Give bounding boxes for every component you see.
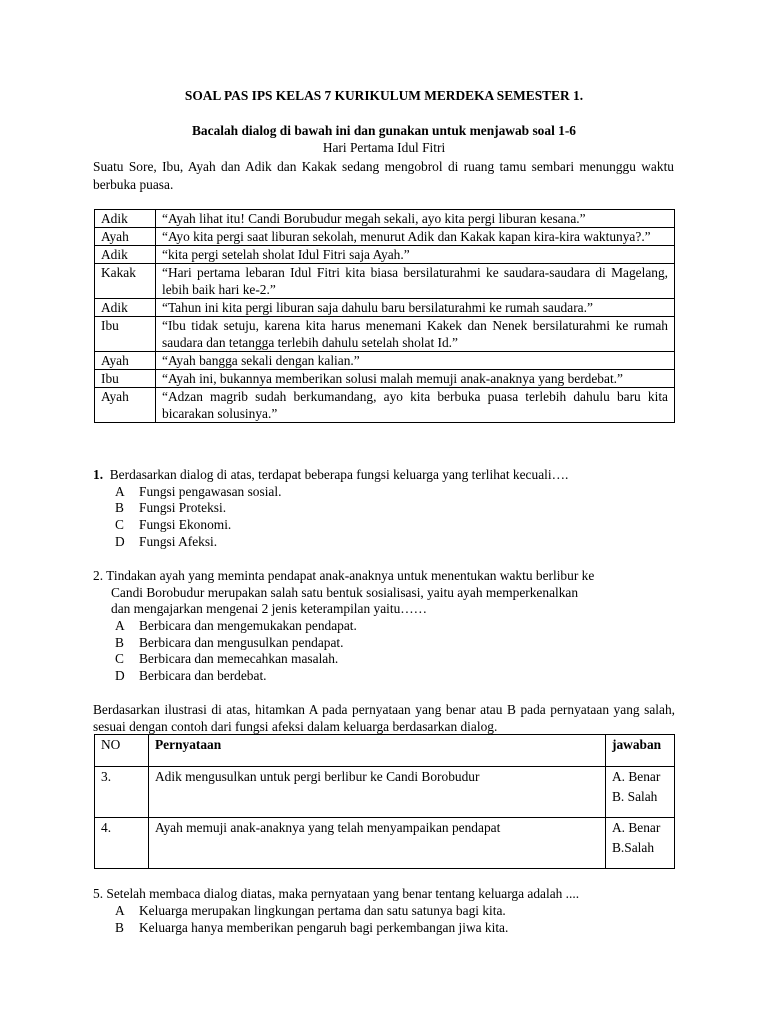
q2-option-letter[interactable]: C: [115, 651, 124, 666]
statement-row: [95, 818, 675, 869]
dialog-speaker: Adik: [95, 246, 156, 264]
q1-option-letter[interactable]: C: [115, 517, 124, 532]
question-2-line: 2. Tindakan ayah yang meminta pendapat anak-anaknya untuk menentukan waktu berlibur ke: [93, 568, 595, 583]
header-no: NO: [95, 735, 149, 767]
dialog-speaker: Kakak: [95, 264, 156, 299]
question-5: 5. Setelah membaca dialog diatas, maka pernyataan yang benar tentang keluarga adalah ....: [93, 886, 580, 901]
question-text: Berdasarkan dialog di atas, terdapat beberapa fungsi keluarga yang terlihat kecuali….: [109, 467, 569, 482]
q2-option-letter[interactable]: A: [115, 618, 125, 633]
answer-option-b[interactable]: B. Salah: [612, 789, 658, 804]
statement-row: [95, 767, 675, 818]
q5-option-letter[interactable]: B: [115, 920, 124, 935]
dialog-line: “Ayah ini, bukannya memberikan solusi malah memuji anak-anaknya yang berdebat.”: [156, 370, 675, 388]
dialog-table: [94, 209, 675, 423]
dialog-row: [95, 370, 675, 388]
question-1: [93, 467, 568, 483]
q1-option-text[interactable]: Fungsi Ekonomi.: [139, 517, 232, 532]
dialog-row: [95, 246, 675, 264]
question-2-line: dan mengajarkan mengenai 2 jenis keterampilan yaitu……: [111, 601, 428, 616]
q1-option-text[interactable]: Fungsi Proteksi.: [139, 500, 227, 515]
q2-option-letter[interactable]: D: [115, 668, 125, 683]
statement-answer: [606, 767, 675, 818]
dialog-speaker: Ibu: [95, 370, 156, 388]
question-2-line: Candi Borobudur merupakan salah satu bentuk sosialisasi, yaitu ayah memperkenalkan: [111, 585, 579, 600]
statement-text: Ayah memuji anak-anaknya yang telah menyampaikan pendapat: [149, 818, 606, 869]
dialog-row: [95, 210, 675, 228]
answer-option-b[interactable]: B.Salah: [612, 840, 655, 855]
answer-option-a[interactable]: A. Benar: [612, 820, 661, 835]
q1-option-letter[interactable]: B: [115, 500, 124, 515]
header-answer: jawaban: [606, 735, 675, 767]
header-statement: Pernyataan: [149, 735, 606, 767]
q1-option-letter[interactable]: D: [115, 534, 125, 549]
q2-option-text[interactable]: Berbicara dan mengemukakan pendapat.: [139, 618, 357, 633]
q2-option-text[interactable]: Berbicara dan berdebat.: [139, 668, 267, 683]
dialog-speaker: Ayah: [95, 388, 156, 423]
answer-option-a[interactable]: A. Benar: [612, 769, 661, 784]
statement-no: 4.: [95, 818, 149, 869]
dialog-speaker: Ibu: [95, 317, 156, 352]
statement-answer: [606, 818, 675, 869]
dialog-speaker: Adik: [95, 299, 156, 317]
statements-header-row: [95, 735, 675, 767]
q2-option-text[interactable]: Berbicara dan mengusulkan pendapat.: [139, 635, 344, 650]
q1-option-text[interactable]: Fungsi Afeksi.: [139, 534, 218, 549]
dialog-row: [95, 317, 675, 352]
dialog-line: “Ayo kita pergi saat liburan sekolah, menurut Adik dan Kakak kapan kira-kira waktunya?.”: [156, 228, 675, 246]
q5-option-letter[interactable]: A: [115, 903, 125, 918]
dialog-line: “Tahun ini kita pergi liburan saja dahulu baru bersilaturahmi ke rumah saudara.”: [156, 299, 675, 317]
dialog-speaker: Adik: [95, 210, 156, 228]
q1-option-letter[interactable]: A: [115, 484, 125, 499]
statements-table: [94, 734, 675, 869]
dialog-line: “Ibu tidak setuju, karena kita harus menemani Kakek dan Nenek bersilaturahmi ke rumah saudara dan tetangga terlebih dahulu setelah sholat Id.”: [156, 317, 675, 352]
dialog-row: [95, 352, 675, 370]
statement-no: 3.: [95, 767, 149, 818]
document-title: SOAL PAS IPS KELAS 7 KURIKULUM MERDEKA SEMESTER 1.: [184, 88, 584, 103]
q2-option-text[interactable]: Berbicara dan memecahkan masalah.: [139, 651, 339, 666]
statement-instruction: Berdasarkan ilustrasi di atas, hitamkan A pada pernyataan yang benar atau B pada pernyataan yang salah, sesuai dengan contoh dari fungsi afeksi dalam keluarga berdasarkan dialog.: [93, 702, 675, 734]
dialog-row: [95, 228, 675, 246]
dialog-line: “Ayah bangga sekali dengan kalian.”: [156, 352, 675, 370]
q5-option-text[interactable]: Keluarga merupakan lingkungan pertama dan satu satunya bagi kita.: [139, 903, 506, 918]
question-number: 1.: [93, 467, 104, 482]
q5-option-text[interactable]: Keluarga hanya memberikan pengaruh bagi perkembangan jiwa kita.: [139, 920, 509, 935]
dialog-speaker: Ayah: [95, 352, 156, 370]
statement-text: Adik mengusulkan untuk pergi berlibur ke Candi Borobudur: [149, 767, 606, 818]
dialog-row: [95, 388, 675, 423]
dialog-row: [95, 264, 675, 299]
dialog-line: “Ayah lihat itu! Candi Borubudur megah sekali, ayo kita pergi liburan kesana.”: [156, 210, 675, 228]
dialog-line: “kita pergi setelah sholat Idul Fitri saja Ayah.”: [156, 246, 675, 264]
dialog-line: “Hari pertama lebaran Idul Fitri kita biasa bersilaturahmi ke saudara-saudara di Magelang, lebih baik hari ke-2.”: [156, 264, 675, 299]
q1-option-text[interactable]: Fungsi pengawasan sosial.: [139, 484, 282, 499]
q2-option-letter[interactable]: B: [115, 635, 124, 650]
dialog-row: [95, 299, 675, 317]
dialog-line: “Adzan magrib sudah berkumandang, ayo kita berbuka puasa terlebih dahulu baru kita bicarakan solusinya.”: [156, 388, 675, 423]
reading-instruction: Bacalah dialog di bawah ini dan gunakan untuk menjawab soal 1-6: [192, 123, 576, 138]
story-title: Hari Pertama Idul Fitri: [322, 140, 446, 155]
story-intro: Suatu Sore, Ibu, Ayah dan Adik dan Kakak sedang mengobrol di ruang tamu sembari menunggu waktu berbuka puasa.: [93, 159, 674, 192]
dialog-speaker: Ayah: [95, 228, 156, 246]
